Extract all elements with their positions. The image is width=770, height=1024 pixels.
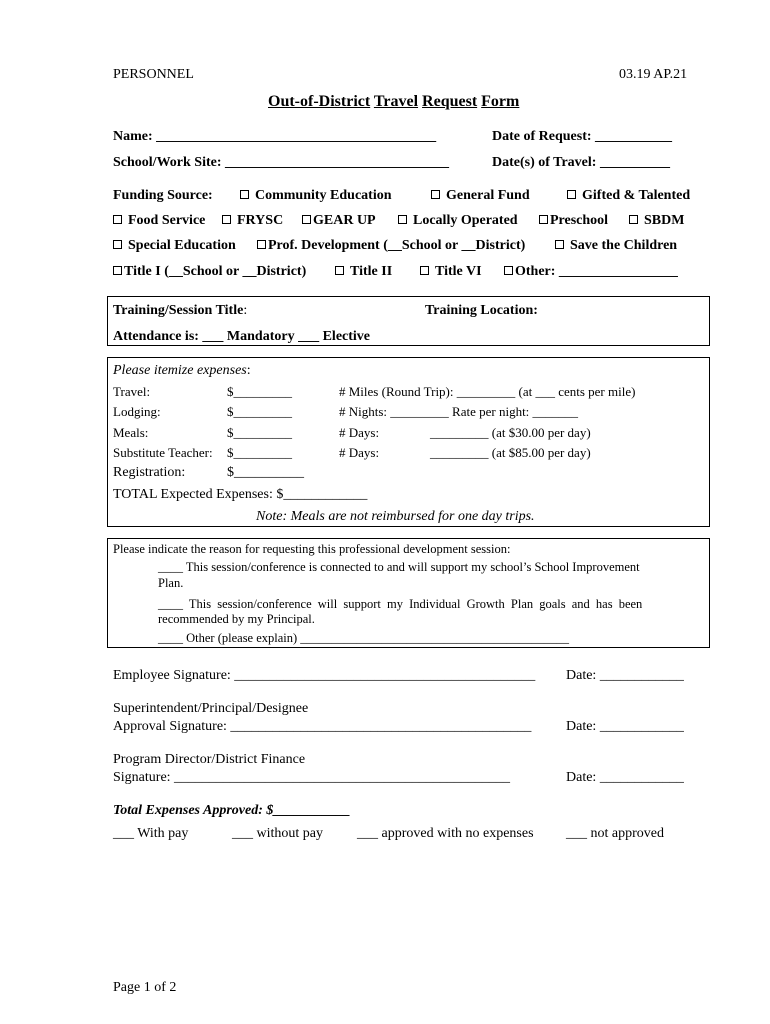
form-title — [268, 93, 519, 111]
approval-option-not-approved[interactable]: ___ not approved — [566, 826, 664, 841]
expense-label: Lodging: — [113, 404, 161, 419]
funding-option[interactable]: SBDM — [629, 213, 684, 229]
checkbox-icon[interactable] — [504, 266, 513, 275]
checkbox-icon[interactable] — [398, 215, 407, 224]
expense-amount-field[interactable]: $_________ — [227, 404, 292, 419]
funding-option[interactable]: Save the Children — [555, 238, 677, 254]
program-date-field[interactable]: Date: ____________ — [566, 770, 684, 785]
registration-amount-field[interactable]: $__________ — [227, 465, 304, 480]
funding-option[interactable]: Preschool — [539, 213, 608, 229]
reason-option-other[interactable]: ____ Other (please explain) ___________________________________________ — [158, 631, 570, 645]
expense-detail-field[interactable]: # Miles (Round Trip): _________ (at ___ cents per mile) — [339, 384, 636, 399]
checkbox-icon[interactable] — [629, 215, 638, 224]
expense-label: Substitute Teacher: — [113, 445, 213, 460]
funding-option[interactable]: Title VI — [420, 264, 482, 280]
funding-option[interactable]: Food Service — [113, 213, 205, 229]
checkbox-icon[interactable] — [555, 240, 564, 249]
title-part: Travel — [373, 93, 419, 110]
title-part: Out-of-District — [268, 93, 371, 110]
approval-signature-field[interactable]: Approval Signature: ___________________________________________ — [113, 719, 532, 734]
funding-option[interactable]: Locally Operated — [398, 213, 518, 229]
reason-option-igp-cont: recommended by my Principal. — [158, 612, 315, 626]
program-director-label: Program Director/District Finance — [113, 752, 306, 767]
expense-detail-label: # Days: — [339, 425, 380, 440]
checkbox-icon[interactable] — [113, 215, 122, 224]
program-signature-field[interactable]: Signature: ________________________________________________ — [113, 770, 511, 785]
title-part: Request — [422, 93, 478, 110]
checkbox-icon[interactable] — [539, 215, 548, 224]
policy-code: 03.19 AP.21 — [619, 67, 688, 82]
reason-prompt: Please indicate the reason for requesting this professional development session: — [113, 542, 511, 556]
funding-option[interactable]: General Fund — [431, 188, 530, 204]
expense-detail-label: # Days: — [339, 445, 380, 460]
superintendent-label: Superintendent/Principal/Designee — [113, 701, 309, 716]
expense-detail-field[interactable]: _________ (at $30.00 per day) — [430, 425, 591, 440]
funding-option[interactable]: Special Education — [113, 238, 236, 254]
checkbox-icon[interactable] — [302, 215, 311, 224]
reason-option-sip[interactable]: ____ This session/conference is connected to and will support my school’s School Improvement — [158, 560, 640, 574]
approval-option-no-expenses[interactable]: ___ approved with no expenses — [357, 826, 534, 841]
checkbox-icon[interactable] — [420, 266, 429, 275]
registration-label: Registration: — [113, 465, 186, 480]
page-number: Page 1 of 2 — [113, 980, 177, 995]
approval-option-without-pay[interactable]: ___ without pay — [232, 826, 323, 841]
funding-option[interactable]: FRYSC — [222, 213, 283, 229]
training-location-field[interactable]: Training Location: — [425, 303, 538, 318]
employee-signature-field[interactable]: Employee Signature: ___________________________________________ — [113, 668, 536, 683]
funding-option[interactable]: Gifted & Talented — [567, 188, 690, 204]
funding-option[interactable]: Title II — [335, 264, 392, 280]
training-title-field[interactable]: Training/Session Title: — [113, 303, 248, 318]
checkbox-icon[interactable] — [113, 266, 122, 275]
approval-option-with-pay[interactable]: ___ With pay — [113, 826, 189, 841]
dates-of-travel-field[interactable]: Date(s) of Travel: __________ — [492, 155, 670, 170]
employee-date-field[interactable]: Date: ____________ — [566, 668, 684, 683]
school-site-field[interactable]: School/Work Site: ________________________________ — [113, 155, 450, 170]
checkbox-icon[interactable] — [431, 190, 440, 199]
funding-source-label: Funding Source: — [113, 188, 213, 203]
checkbox-icon[interactable] — [222, 215, 231, 224]
expense-label: Meals: — [113, 425, 149, 440]
total-expected-field[interactable]: TOTAL Expected Expenses: $____________ — [113, 487, 368, 502]
meals-note: Note: Meals are not reimbursed for one day trips. — [256, 509, 535, 524]
name-field[interactable]: Name: ________________________________________ — [113, 129, 437, 144]
funding-option[interactable]: Other: _________________ — [504, 264, 678, 280]
expense-amount-field[interactable]: $_________ — [227, 445, 292, 460]
checkbox-icon[interactable] — [335, 266, 344, 275]
reason-option-igp[interactable]: ____ This session/conference will support my Individual Growth Plan goals and has been — [158, 597, 643, 611]
expense-amount-field[interactable]: $_________ — [227, 384, 292, 399]
expense-label: Travel: — [113, 384, 151, 399]
checkbox-icon[interactable] — [113, 240, 122, 249]
expenses-heading: Please itemize expenses: — [113, 363, 251, 378]
funding-option[interactable]: Community Education — [240, 188, 392, 204]
expense-detail-field[interactable]: _________ (at $85.00 per day) — [430, 445, 591, 460]
funding-option[interactable]: Prof. Development (__School or __District) — [257, 238, 525, 254]
date-of-request-field[interactable]: Date of Request: ___________ — [492, 129, 673, 144]
checkbox-icon[interactable] — [567, 190, 576, 199]
title-part: Form — [481, 93, 520, 110]
checkbox-icon[interactable] — [240, 190, 249, 199]
total-approved-field[interactable]: Total Expenses Approved: $___________ — [113, 803, 351, 818]
reason-option-sip-cont: Plan. — [158, 576, 184, 590]
checkbox-icon[interactable] — [257, 240, 266, 249]
section-label: PERSONNEL — [113, 67, 194, 82]
approval-date-field[interactable]: Date: ____________ — [566, 719, 684, 734]
expense-amount-field[interactable]: $_________ — [227, 425, 292, 440]
funding-option[interactable]: GEAR UP — [302, 213, 376, 229]
expense-detail-field[interactable]: # Nights: _________ Rate per night: _______ — [339, 404, 579, 419]
funding-option[interactable]: Title I (__School or __District) — [113, 264, 306, 280]
attendance-field[interactable]: Attendance is: ___ Mandatory ___ Elective — [113, 329, 371, 344]
